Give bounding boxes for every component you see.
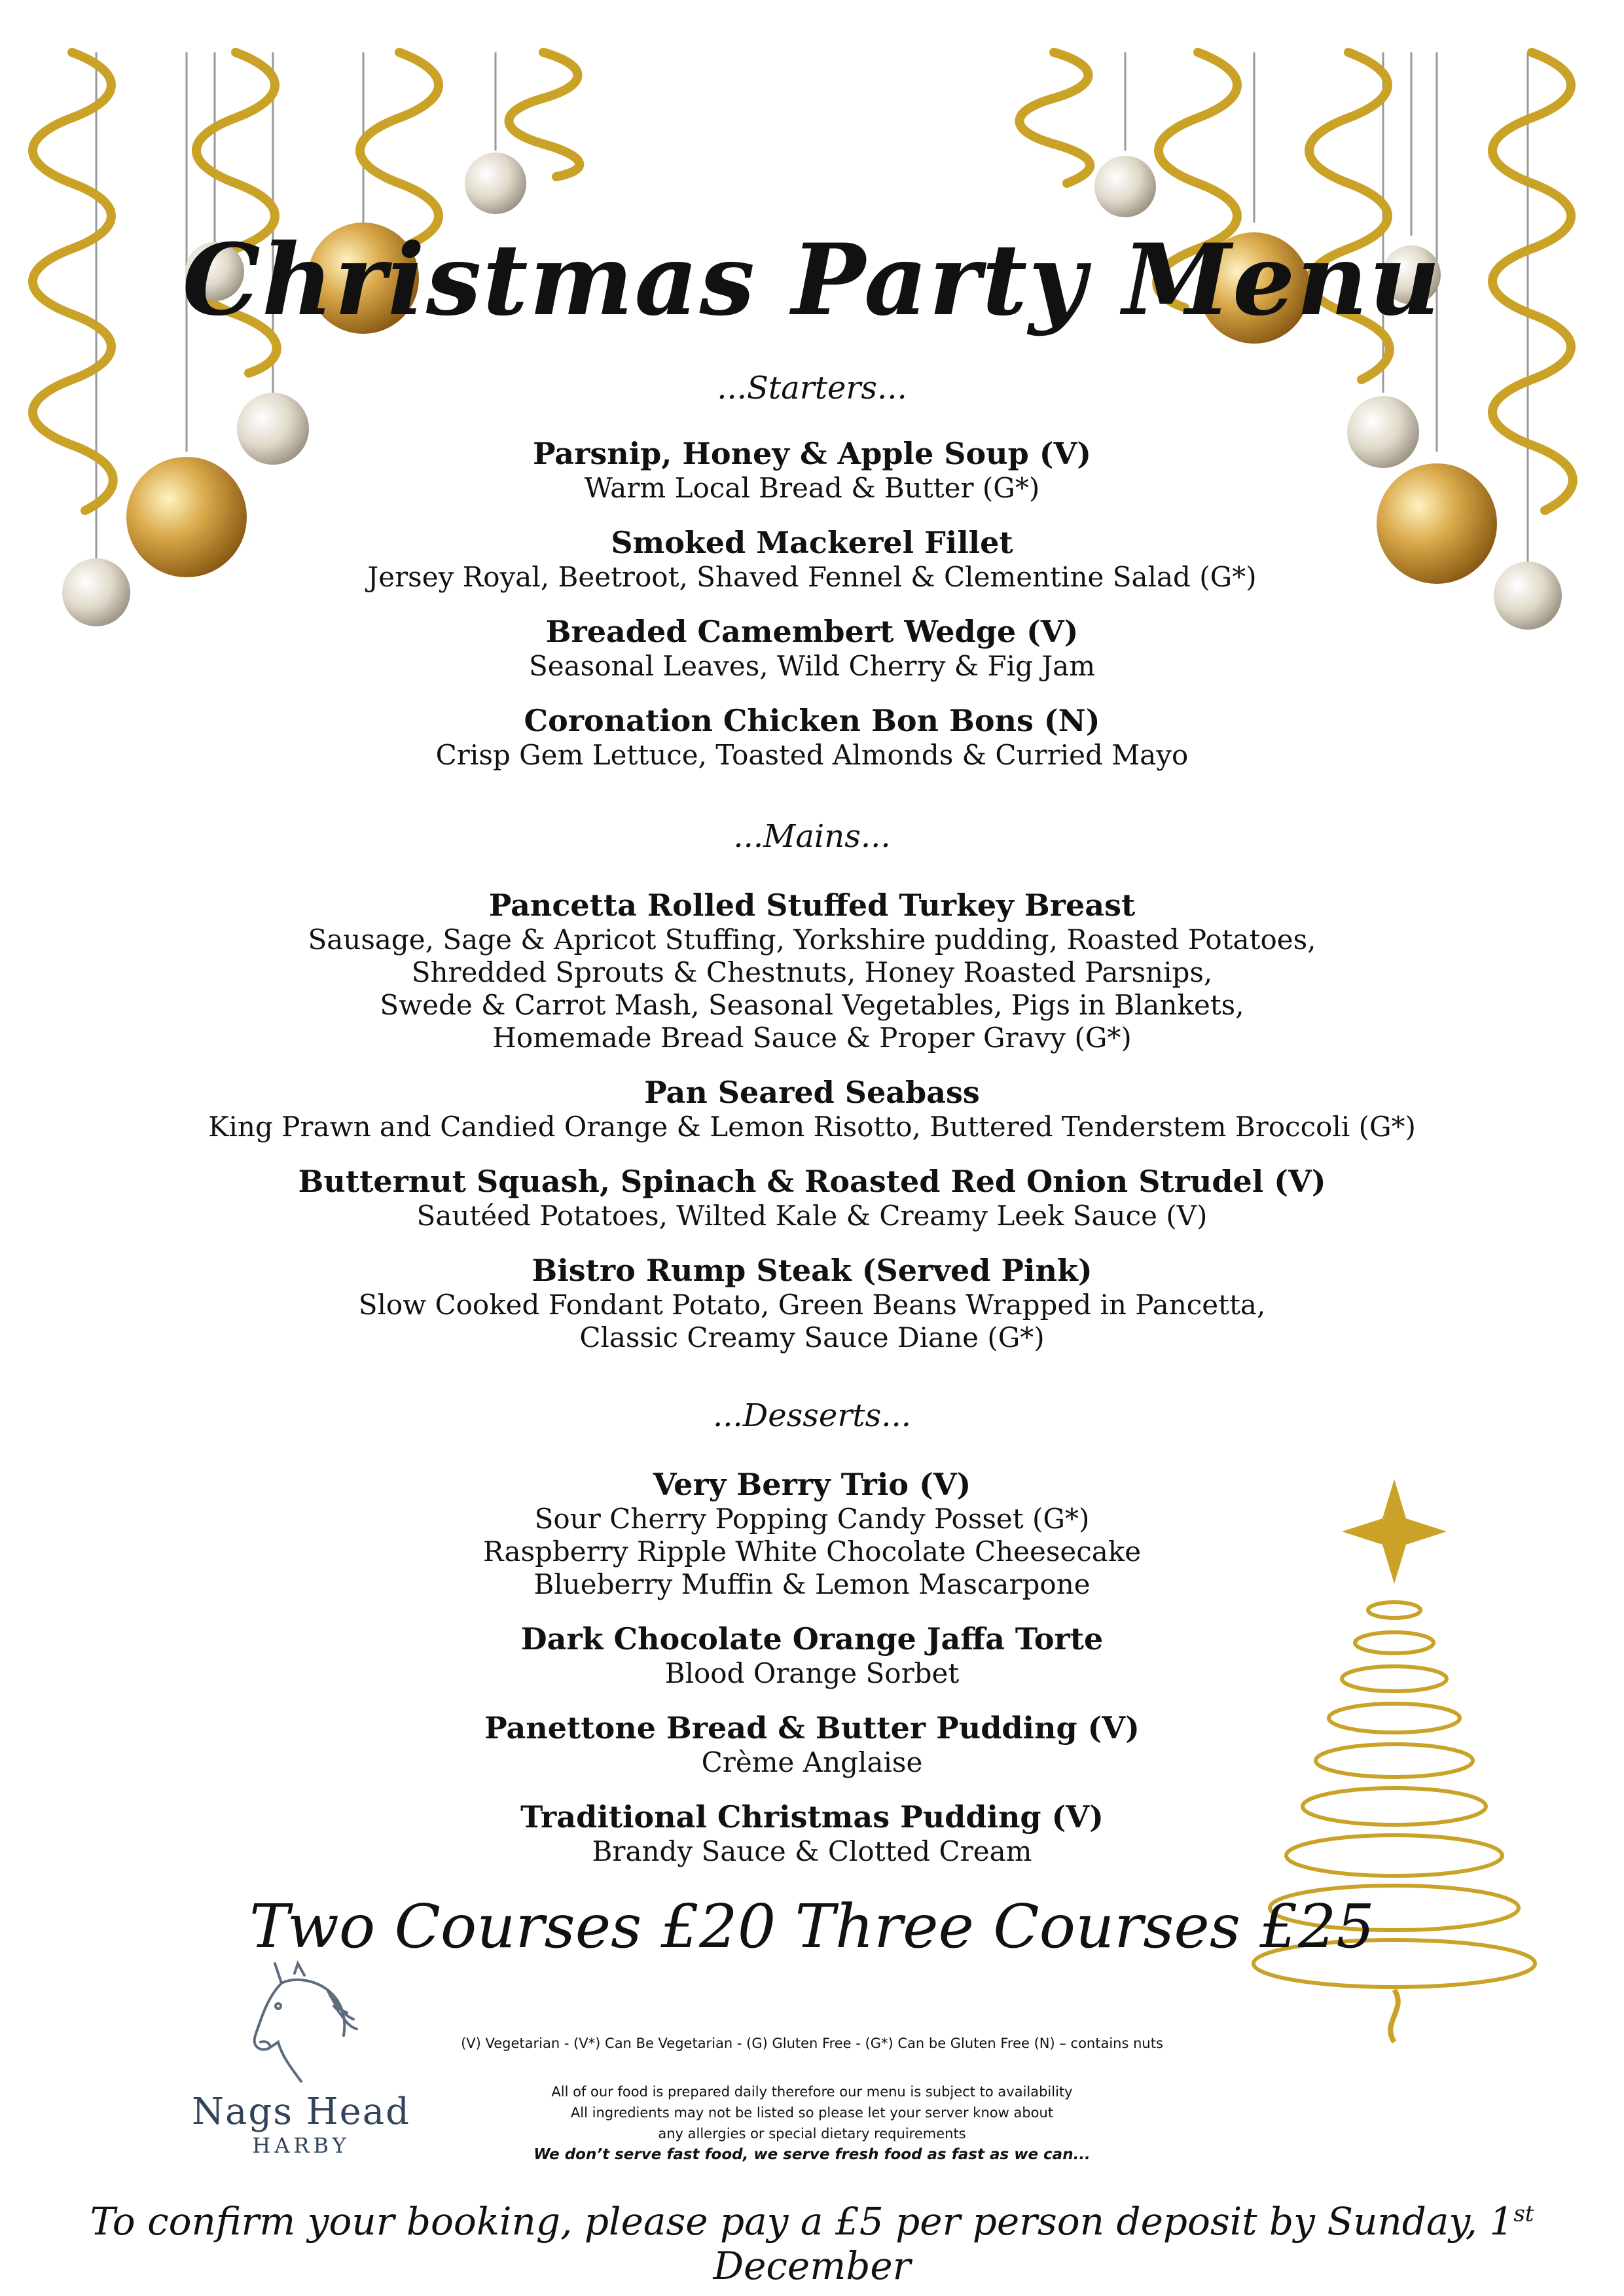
- starters-list: [131, 435, 1493, 791]
- dish-description: Crème Anglaise: [701, 1746, 923, 1778]
- pricing-line: Two Courses £20 Three Courses £25: [249, 1892, 1375, 1962]
- dish-description: Slow Cooked Fondant Potato, Green Beans Wrapped in Pancetta,: [358, 1289, 1266, 1321]
- note-tagline: We don’t serve fast food, we serve fresh food as fast as we can...: [533, 2146, 1091, 2163]
- dish-description: Blueberry Muffin & Lemon Mascarpone: [533, 1568, 1091, 1600]
- dish-name: Parsnip, Honey & Apple Soup (V): [532, 436, 1092, 471]
- dish-name: Pan Seared Seabass: [644, 1075, 980, 1110]
- dish-description: Seasonal Leaves, Wild Cherry & Fig Jam: [528, 650, 1096, 682]
- menu-item: [131, 1799, 1493, 1868]
- menu-item: [131, 702, 1493, 772]
- dish-description: Warm Local Bread & Butter (G*): [584, 472, 1040, 504]
- dish-description: Classic Creamy Sauce Diane (G*): [579, 1321, 1045, 1354]
- logo-subtitle: HARBY: [252, 2133, 350, 2158]
- dietary-legend: (V) Vegetarian - (V*) Can Be Vegetarian - (G) Gluten Free - (G*) Can be Gluten Free (N) – contains nuts: [461, 2036, 1163, 2051]
- dish-name: Pancetta Rolled Stuffed Turkey Breast: [488, 888, 1136, 923]
- desserts-list: [131, 1466, 1493, 1888]
- logo-name: Nags Head: [192, 2090, 410, 2133]
- note-line-2: All ingredients may not be listed so please let your server know about: [570, 2105, 1054, 2121]
- dish-description: Raspberry Ripple White Chocolate Cheesecake: [482, 1535, 1142, 1568]
- footer-superscript: st: [1513, 2200, 1534, 2227]
- dish-name: Breaded Camembert Wedge (V): [545, 614, 1079, 649]
- footer-tail: December: [713, 2244, 911, 2288]
- dish-name: Panettone Bread & Butter Pudding (V): [484, 1710, 1140, 1746]
- dish-name: Smoked Mackerel Fillet: [611, 525, 1013, 560]
- dish-description: Crisp Gem Lettuce, Toasted Almonds & Curried Mayo: [435, 739, 1189, 771]
- menu-item: [131, 1074, 1493, 1143]
- dish-description: Sour Cherry Popping Candy Posset (G*): [534, 1503, 1090, 1535]
- dish-name: Coronation Chicken Bon Bons (N): [524, 703, 1100, 738]
- dish-description: Sausage, Sage & Apricot Stuffing, Yorkshire pudding, Roasted Potatoes,: [308, 924, 1316, 956]
- dish-description: Sautéed Potatoes, Wilted Kale & Creamy Leek Sauce (V): [416, 1200, 1208, 1232]
- mains-heading: ...Mains...: [733, 818, 891, 855]
- dish-name: Traditional Christmas Pudding (V): [520, 1799, 1104, 1835]
- menu-item: [131, 524, 1493, 594]
- dish-description: King Prawn and Candied Orange & Lemon Risotto, Buttered Tenderstem Broccoli (G*): [208, 1111, 1416, 1143]
- dish-description: Homemade Bread Sauce & Proper Gravy (G*): [492, 1022, 1132, 1054]
- mains-list: [131, 887, 1493, 1374]
- dish-description: Brandy Sauce & Clotted Cream: [592, 1835, 1032, 1867]
- menu-item: [131, 1621, 1493, 1690]
- menu-item: [131, 1466, 1493, 1601]
- dish-description: Shredded Sprouts & Chestnuts, Honey Roasted Parsnips,: [411, 956, 1213, 988]
- menu-item: [131, 1163, 1493, 1232]
- dish-description: Jersey Royal, Beetroot, Shaved Fennel & Clementine Salad (G*): [367, 561, 1257, 593]
- menu-item: [131, 887, 1493, 1054]
- menu-item: [131, 613, 1493, 683]
- horse-head-icon: [229, 1944, 373, 2088]
- desserts-heading: ...Desserts...: [713, 1397, 911, 1434]
- dish-name: Dark Chocolate Orange Jaffa Torte: [520, 1621, 1104, 1657]
- page-title: Christmas Party Menu: [182, 223, 1442, 338]
- dish-name: Butternut Squash, Spinach & Roasted Red Onion Strudel (V): [298, 1164, 1326, 1199]
- menu-item: [131, 435, 1493, 505]
- notes-block: [0, 2081, 1624, 2165]
- dish-name: Bistro Rump Steak (Served Pink): [532, 1253, 1092, 1288]
- menu-item: [131, 1252, 1493, 1354]
- footer-main: To confirm your booking, please pay a £5 per person deposit by Sunday, 1: [90, 2199, 1514, 2244]
- dish-name: Very Berry Trio (V): [653, 1467, 971, 1502]
- note-line-1: All of our food is prepared daily therefore our menu is subject to availability: [551, 2084, 1073, 2100]
- booking-deposit-note: [0, 2199, 1624, 2288]
- dish-description: Swede & Carrot Mash, Seasonal Vegetables, Pigs in Blankets,: [380, 989, 1244, 1021]
- starters-heading: ...Starters...: [717, 370, 907, 406]
- dish-description: Blood Orange Sorbet: [664, 1657, 960, 1689]
- note-line-3: any allergies or special dietary requirements: [658, 2126, 966, 2142]
- menu-item: [131, 1710, 1493, 1779]
